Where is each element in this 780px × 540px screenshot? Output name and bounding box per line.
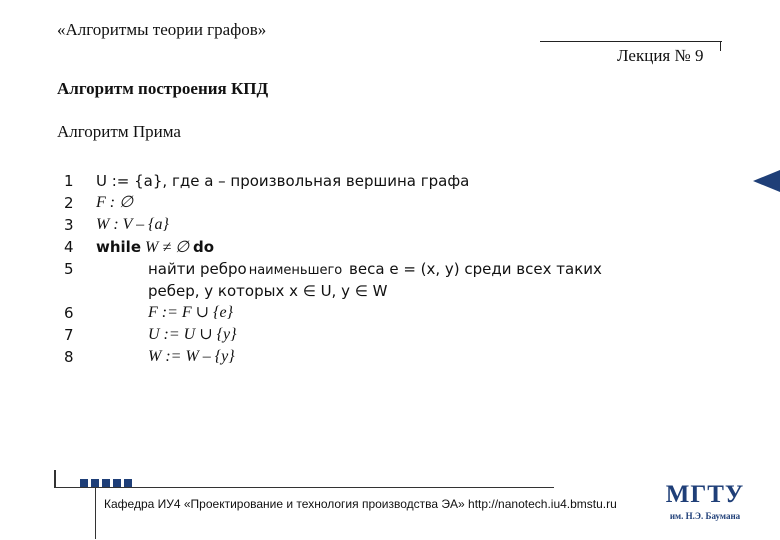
line-number: 1 [64,172,74,190]
footer-dots-icon [80,474,135,492]
algorithm-listing [64,170,624,368]
line-code: W : V – {a} [96,216,169,233]
line-number: 4 [64,238,74,256]
line-number: 2 [64,194,74,212]
logo-sub-text: им. Н.Э. Баумана [669,511,741,521]
header-rule [540,41,722,42]
line-code [148,258,602,282]
line-text-part: веса e = (x, y) среди всех таких [349,260,602,278]
line-code: F : ∅ [96,194,134,211]
keyword-while: while [96,238,141,256]
line-code: F := F ∪ {e} [148,304,233,321]
algorithm-line [64,324,624,346]
algorithm-line [64,302,624,324]
section-title: Алгоритм построения КПД [57,79,269,98]
line-code: W := W – {y} [148,348,235,365]
algorithm-line [64,236,624,258]
while-condition: W ≠ ∅ [145,239,190,256]
header-rule-tick [720,41,721,51]
line-number: 6 [64,304,74,322]
algorithm-line [64,170,624,192]
line-number: 7 [64,326,74,344]
algorithm-line [64,280,624,302]
footer-vertical-bar [95,487,96,539]
footer-text: Кафедра ИУ4 «Проектирование и технология производства ЭА» http://nanotech.iu4.bmstu.ru [104,497,617,511]
keyword-do: do [193,238,215,256]
course-title: «Алгоритмы теории графов» [57,20,267,39]
line-text-part: найти ребро [148,260,247,278]
lecture-number: Лекция № 9 [617,46,704,65]
line-code: ребер, у которых x ∈ U, y ∈ W [148,282,388,300]
algorithm-title: Алгоритм Прима [57,122,181,141]
line-code [96,236,214,259]
line-code: U := U ∪ {y} [148,326,237,343]
logo-main-text: МГТУ [665,481,745,508]
university-logo [664,480,746,521]
line-code: U := {a}, где a – произвольная вершина графа [96,172,470,190]
overlay-word: наименьшего [248,263,343,278]
footer-left-bar [54,470,56,488]
line-number: 3 [64,216,74,234]
algorithm-line [64,214,624,236]
slide-marker-icon [753,170,780,192]
algorithm-line [64,192,624,214]
line-number: 8 [64,348,74,366]
algorithm-line [64,258,624,280]
line-number: 5 [64,260,74,278]
algorithm-line [64,346,624,368]
